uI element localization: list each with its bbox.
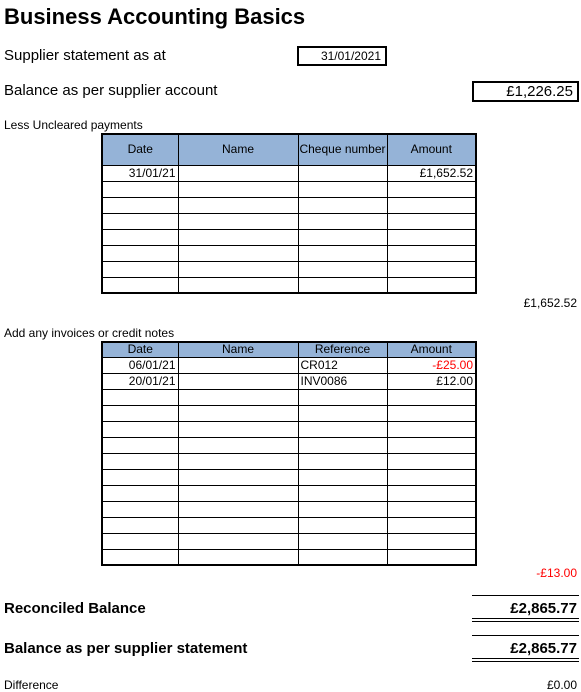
divider <box>472 661 579 662</box>
cell-amount[interactable] <box>387 469 476 485</box>
invoices-caption: Add any invoices or credit notes <box>4 326 175 340</box>
cell-name[interactable] <box>178 485 298 501</box>
cell-reference[interactable] <box>298 213 387 229</box>
table-row <box>102 421 476 437</box>
cell-date[interactable]: 31/01/21 <box>102 165 178 181</box>
cell-name[interactable] <box>178 517 298 533</box>
cell-name[interactable] <box>178 229 298 245</box>
cell-date[interactable] <box>102 517 178 533</box>
table-row <box>102 533 476 549</box>
supplier-account-field[interactable]: £1,226.25 <box>472 81 579 102</box>
uncleared-payments-table <box>101 133 477 294</box>
divider <box>472 635 579 636</box>
invoices-credit-notes-table <box>101 341 477 566</box>
cell-reference[interactable] <box>298 421 387 437</box>
cell-amount[interactable] <box>387 501 476 517</box>
difference-value: £0.00 <box>546 678 577 692</box>
table-row <box>102 229 476 245</box>
cell-name[interactable] <box>178 181 298 197</box>
cell-date[interactable] <box>102 533 178 549</box>
table-row <box>102 213 476 229</box>
cell-date[interactable] <box>102 181 178 197</box>
cell-name[interactable] <box>178 165 298 181</box>
cell-date[interactable] <box>102 389 178 405</box>
cell-name[interactable] <box>178 277 298 293</box>
cell-date[interactable] <box>102 261 178 277</box>
divider <box>472 621 579 622</box>
supplier-account-label: Balance as per supplier account <box>4 82 218 99</box>
col-header-amount: Amount <box>387 134 476 165</box>
cell-amount[interactable]: £1,652.52 <box>387 165 476 181</box>
cell-name[interactable] <box>178 389 298 405</box>
table-row <box>102 501 476 517</box>
table-row <box>102 437 476 453</box>
page-title: Business Accounting Basics <box>4 4 306 29</box>
col-header-name: Name <box>178 342 298 357</box>
cell-reference[interactable] <box>298 405 387 421</box>
cell-amount[interactable] <box>387 197 476 213</box>
uncleared-caption: Less Uncleared payments <box>4 118 143 132</box>
table-row <box>102 405 476 421</box>
cell-date[interactable] <box>102 437 178 453</box>
cell-date[interactable] <box>102 549 178 565</box>
cell-reference[interactable] <box>298 549 387 565</box>
cell-date[interactable] <box>102 453 178 469</box>
cell-date[interactable] <box>102 197 178 213</box>
col-header-amount: Amount <box>387 342 476 357</box>
cell-amount[interactable]: £12.00 <box>387 373 476 389</box>
statement-date-field[interactable]: 31/01/2021 <box>297 46 387 66</box>
cell-amount[interactable] <box>387 389 476 405</box>
cell-name[interactable] <box>178 405 298 421</box>
cell-reference[interactable] <box>298 533 387 549</box>
table-row <box>102 277 476 293</box>
col-header-date: Date <box>102 342 178 357</box>
divider <box>472 595 579 596</box>
cell-reference[interactable] <box>298 181 387 197</box>
table-row <box>102 261 476 277</box>
cell-amount[interactable]: -£25.00 <box>387 357 476 373</box>
supplier-statement-value: £2,865.77 <box>510 640 577 657</box>
divider <box>472 658 579 659</box>
table-row <box>102 373 476 389</box>
cell-date[interactable]: 20/01/21 <box>102 373 178 389</box>
cell-reference[interactable] <box>298 453 387 469</box>
cell-amount[interactable] <box>387 405 476 421</box>
cell-name[interactable] <box>178 245 298 261</box>
cell-name[interactable] <box>178 549 298 565</box>
cell-reference[interactable] <box>298 229 387 245</box>
col-header-date: Date <box>102 134 178 165</box>
cell-amount[interactable] <box>387 533 476 549</box>
cell-name[interactable] <box>178 453 298 469</box>
cell-amount[interactable] <box>387 181 476 197</box>
table-row <box>102 469 476 485</box>
cell-reference[interactable] <box>298 165 387 181</box>
cell-reference[interactable] <box>298 485 387 501</box>
cell-name[interactable] <box>178 261 298 277</box>
table-row <box>102 197 476 213</box>
cell-amount[interactable] <box>387 549 476 565</box>
cell-date[interactable] <box>102 421 178 437</box>
cell-reference[interactable] <box>298 261 387 277</box>
cell-name[interactable] <box>178 197 298 213</box>
cell-amount[interactable] <box>387 517 476 533</box>
col-header-cheque-number: Cheque number <box>298 134 387 165</box>
cell-amount[interactable] <box>387 421 476 437</box>
invoices-total: -£13.00 <box>536 566 577 580</box>
cell-date[interactable] <box>102 405 178 421</box>
supplier-statement-label: Balance as per supplier statement <box>4 640 248 657</box>
cell-date[interactable]: 06/01/21 <box>102 357 178 373</box>
col-header-reference: Reference <box>298 342 387 357</box>
cell-amount[interactable] <box>387 485 476 501</box>
cell-date[interactable] <box>102 501 178 517</box>
cell-reference[interactable] <box>298 517 387 533</box>
cell-amount[interactable] <box>387 213 476 229</box>
cell-amount[interactable] <box>387 229 476 245</box>
col-header-name: Name <box>178 134 298 165</box>
statement-date-label: Supplier statement as at <box>4 47 166 64</box>
cell-name[interactable] <box>178 373 298 389</box>
cell-amount[interactable] <box>387 453 476 469</box>
cell-reference[interactable]: CR012 <box>298 357 387 373</box>
difference-label: Difference <box>4 678 59 692</box>
cell-reference[interactable] <box>298 389 387 405</box>
cell-date[interactable] <box>102 229 178 245</box>
cell-reference[interactable] <box>298 469 387 485</box>
uncleared-total: £1,652.52 <box>523 296 577 310</box>
table-row <box>102 389 476 405</box>
cell-date[interactable] <box>102 213 178 229</box>
cell-amount[interactable] <box>387 261 476 277</box>
cell-name[interactable] <box>178 437 298 453</box>
cell-name[interactable] <box>178 469 298 485</box>
cell-date[interactable] <box>102 469 178 485</box>
cell-reference[interactable] <box>298 245 387 261</box>
table-row <box>102 165 476 181</box>
cell-name[interactable] <box>178 357 298 373</box>
table-row <box>102 453 476 469</box>
table-row <box>102 549 476 565</box>
divider <box>472 618 579 619</box>
cell-name[interactable] <box>178 533 298 549</box>
cell-name[interactable] <box>178 501 298 517</box>
cell-reference[interactable]: INV0086 <box>298 373 387 389</box>
cell-amount[interactable] <box>387 245 476 261</box>
cell-date[interactable] <box>102 245 178 261</box>
table-row <box>102 517 476 533</box>
cell-date[interactable] <box>102 277 178 293</box>
table-row <box>102 485 476 501</box>
table-row <box>102 245 476 261</box>
cell-amount[interactable] <box>387 437 476 453</box>
cell-amount[interactable] <box>387 277 476 293</box>
table-row <box>102 357 476 373</box>
cell-name[interactable] <box>178 213 298 229</box>
cell-name[interactable] <box>178 421 298 437</box>
reconciled-balance-label: Reconciled Balance <box>4 600 146 617</box>
cell-reference[interactable] <box>298 437 387 453</box>
reconciled-balance-value: £2,865.77 <box>510 600 577 617</box>
cell-reference[interactable] <box>298 501 387 517</box>
table-row <box>102 181 476 197</box>
cell-date[interactable] <box>102 485 178 501</box>
cell-reference[interactable] <box>298 197 387 213</box>
cell-reference[interactable] <box>298 277 387 293</box>
